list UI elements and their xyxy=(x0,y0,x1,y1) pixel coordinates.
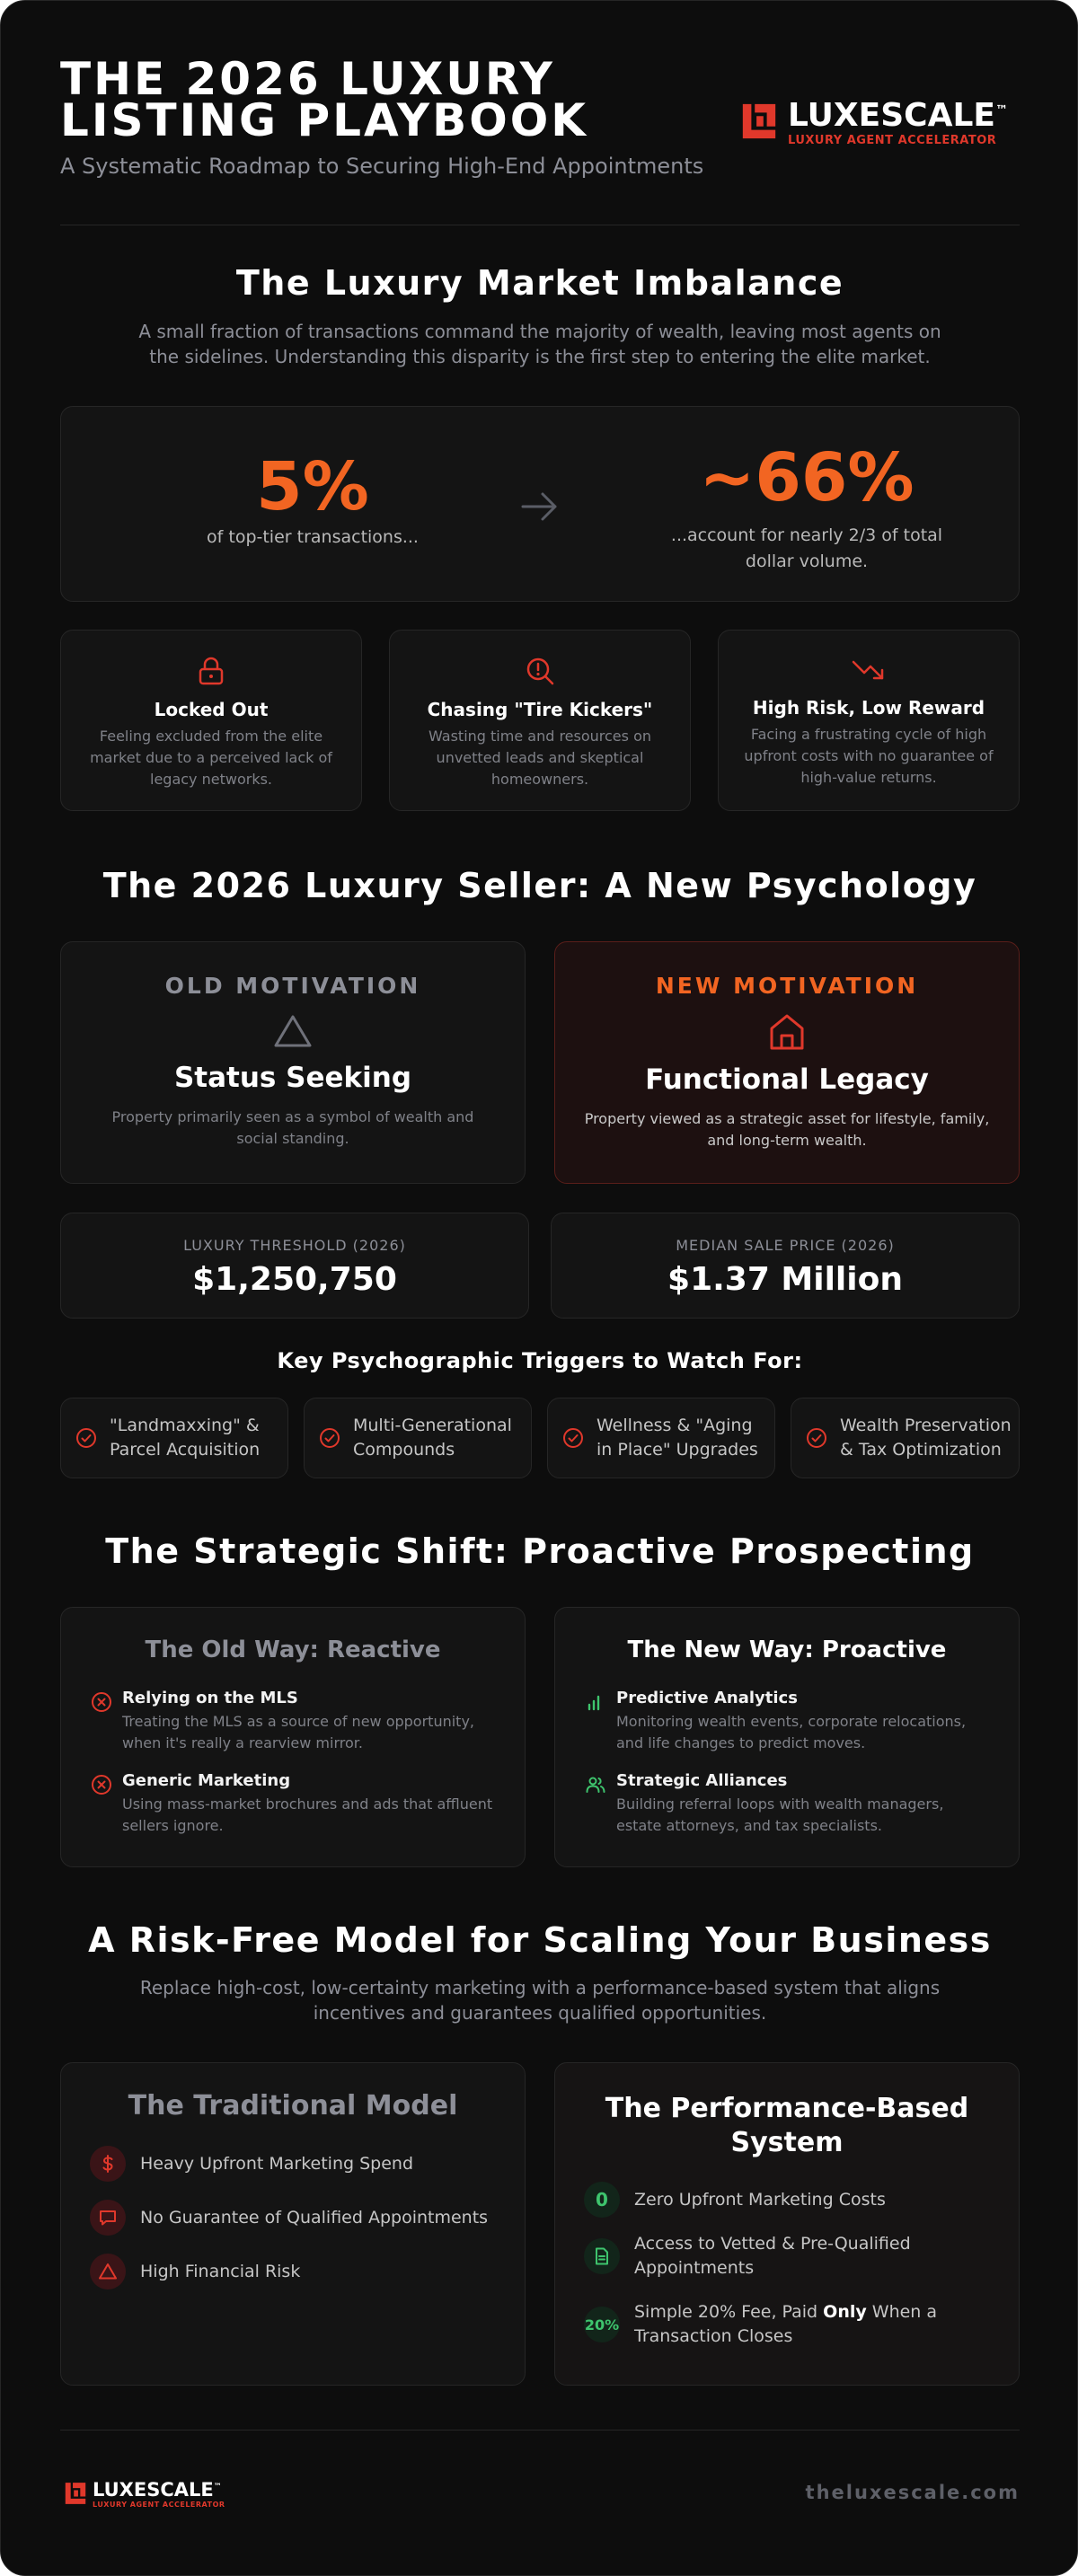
old-way-item xyxy=(90,1689,503,1754)
problem-desc xyxy=(390,726,690,790)
problem-desc-line: Wasting time and resources on xyxy=(428,728,651,745)
luxescale-logo-icon xyxy=(739,101,779,141)
footer-logo-name-text: LUXESCALE xyxy=(93,2479,214,2501)
trigger-line: in Place" Upgrades xyxy=(596,1440,758,1460)
imbalance-heading: The Luxury Market Imbalance xyxy=(235,263,844,303)
page-title-line1: THE 2026 LUXURY xyxy=(60,53,555,105)
desc-line: Using mass-market brochures and ads that affluent xyxy=(122,1795,493,1813)
new-way-item-title: Strategic Alliances xyxy=(616,1771,788,1790)
traditional-item-text: No Guarantee of Qualified Appointments xyxy=(140,2207,489,2228)
desc-line: Treating the MLS as a source of new opportunity, xyxy=(122,1713,474,1730)
traditional-model-title: The Traditional Model xyxy=(128,2090,458,2122)
message-icon xyxy=(90,2200,126,2236)
zero-badge xyxy=(584,2182,620,2218)
model-lead xyxy=(127,1975,953,2025)
median-price-label: MEDIAN SALE PRICE (2026) xyxy=(676,1237,895,1254)
stat-right-label-line1: ...account for nearly 2/3 of total xyxy=(670,525,943,545)
footer-logo-tagline: LUXURY AGENT ACCELERATOR xyxy=(93,2501,225,2509)
old-motivation-card xyxy=(60,941,526,1184)
desc-line: sellers ignore. xyxy=(122,1817,224,1834)
performance-item xyxy=(584,2182,886,2218)
stat-right-value: ~66% xyxy=(699,439,915,516)
new-way-card xyxy=(554,1607,1020,1867)
page-title xyxy=(60,53,689,146)
x-circle-icon xyxy=(90,1774,113,1795)
problem-desc-line: high-value returns. xyxy=(800,769,937,786)
problem-desc-line: legacy networks. xyxy=(150,771,272,788)
trigger-card xyxy=(304,1398,532,1478)
zero-badge-text: 0 xyxy=(596,2189,608,2210)
new-motivation-title: Functional Legacy xyxy=(645,1063,929,1096)
old-way-title: The Old Way: Reactive xyxy=(145,1636,441,1663)
problem-desc-line: upfront costs with no guarantee of xyxy=(744,747,994,764)
page-subtitle: A Systematic Roadmap to Securing High-End Appointments xyxy=(60,154,704,179)
title-line: System xyxy=(730,2127,844,2158)
fee-badge-text: 20% xyxy=(584,2316,620,2333)
old-way-card xyxy=(60,1607,526,1867)
trigger-text xyxy=(596,1414,758,1462)
psychology-heading: The 2026 Luxury Seller: A New Psychology xyxy=(102,866,977,905)
old-way-item-body xyxy=(122,1689,474,1754)
problem-desc-line: market due to a perceived lack of xyxy=(90,749,332,766)
document-icon xyxy=(584,2238,620,2274)
problem-card-locked-out xyxy=(60,630,362,811)
traditional-item xyxy=(90,2146,413,2182)
footer-logo-text xyxy=(93,2478,225,2509)
check-circle-icon xyxy=(75,1427,97,1449)
check-circle-icon xyxy=(806,1427,827,1449)
footer-logo-name xyxy=(93,2478,225,2500)
trigger-text xyxy=(840,1414,1012,1462)
new-way-item-desc xyxy=(616,1711,966,1754)
item-line: Access to Vetted & Pre-Qualified xyxy=(634,2234,911,2254)
triangle-icon xyxy=(272,1013,314,1049)
old-way-item xyxy=(90,1771,503,1837)
desc-line: and long-term wealth. xyxy=(707,1132,867,1149)
new-motivation-card xyxy=(554,941,1020,1184)
performance-item xyxy=(584,2232,911,2280)
footer-logo-tm: ™ xyxy=(213,2483,222,2492)
item-line: Transaction Closes xyxy=(634,2326,793,2346)
old-motivation-desc xyxy=(61,1107,525,1150)
problem-card-high-risk xyxy=(718,630,1020,811)
performance-model-title xyxy=(555,2092,1019,2160)
median-price-card xyxy=(551,1213,1020,1319)
stat-left xyxy=(196,448,429,547)
luxescale-logo-icon xyxy=(64,2481,87,2506)
desc-line: Property viewed as a strategic asset for lifestyle, family, xyxy=(584,1110,990,1127)
model-heading: A Risk-Free Model for Scaling Your Business xyxy=(88,1920,992,1960)
traditional-model-card xyxy=(60,2062,526,2386)
performance-item-text xyxy=(634,2232,911,2280)
item-line: Appointments xyxy=(634,2258,755,2278)
model-lead-line: incentives and guarantees qualified opportunities. xyxy=(313,2002,767,2024)
fee-badge xyxy=(584,2307,620,2342)
performance-item xyxy=(584,2300,937,2349)
footer-logo[interactable] xyxy=(64,2478,225,2509)
trigger-line: Multi-Generational xyxy=(353,1416,512,1435)
trigger-line: & Tax Optimization xyxy=(840,1440,1002,1460)
performance-model-card xyxy=(554,2062,1020,2386)
stat-left-value: 5% xyxy=(256,448,369,525)
problem-desc-line: Facing a frustrating cycle of high xyxy=(750,726,987,743)
new-way-item-body xyxy=(616,1771,943,1837)
desc-line: social standing. xyxy=(236,1130,349,1147)
search-alert-icon xyxy=(525,656,555,686)
new-way-item-title: Predictive Analytics xyxy=(616,1689,798,1707)
header-logo[interactable] xyxy=(739,94,1008,147)
logo-tm: ™ xyxy=(994,103,1008,118)
model-lead-line: Replace high-cost, low-certainty marketing with a performance-based system that aligns xyxy=(139,1977,941,1998)
trigger-line: Parcel Acquisition xyxy=(110,1440,261,1460)
warning-triangle-icon xyxy=(90,2254,126,2289)
trigger-card xyxy=(791,1398,1020,1478)
check-circle-icon xyxy=(562,1427,584,1449)
trigger-line: Wellness & "Aging xyxy=(596,1416,753,1435)
check-circle-icon xyxy=(319,1427,340,1449)
problem-card-tire-kickers xyxy=(389,630,691,811)
stat-right-label-line2: dollar volume. xyxy=(745,551,869,571)
triggers-heading: Key Psychographic Triggers to Watch For: xyxy=(277,1348,803,1373)
bar-chart-icon xyxy=(584,1691,607,1713)
new-way-item xyxy=(584,1771,997,1837)
title-line: The Performance-Based xyxy=(605,2093,969,2124)
luxury-threshold-value: $1,250,750 xyxy=(192,1261,397,1298)
old-motivation-kicker: OLD MOTIVATION xyxy=(164,973,421,999)
old-way-item-desc xyxy=(122,1794,492,1837)
trigger-card xyxy=(547,1398,775,1478)
median-price-value: $1.37 Million xyxy=(667,1261,903,1298)
fee-text-bold: Only xyxy=(823,2302,867,2322)
traditional-item-text: High Financial Risk xyxy=(140,2261,301,2281)
old-way-item-desc xyxy=(122,1711,474,1754)
new-way-title: The New Way: Proactive xyxy=(627,1636,947,1663)
problem-title: Chasing "Tire Kickers" xyxy=(427,699,653,720)
performance-item-text: Zero Upfront Marketing Costs xyxy=(634,2189,886,2210)
traditional-item xyxy=(90,2200,488,2236)
old-way-item-title: Relying on the MLS xyxy=(122,1689,298,1707)
trigger-text xyxy=(110,1414,260,1462)
traditional-item xyxy=(90,2254,300,2289)
stat-right xyxy=(636,439,977,571)
logo-name-text: LUXESCALE xyxy=(788,97,995,134)
desc-line: when it's really a rearview mirror. xyxy=(122,1734,363,1751)
trigger-text xyxy=(353,1414,512,1462)
problem-title: High Risk, Low Reward xyxy=(752,697,985,719)
logo-name xyxy=(788,94,1008,132)
stat-left-label: of top-tier transactions... xyxy=(207,527,419,547)
new-motivation-desc xyxy=(555,1108,1019,1151)
desc-line: Building referral loops with wealth managers, xyxy=(616,1795,944,1813)
trigger-line: Wealth Preservation xyxy=(840,1416,1012,1435)
problem-desc xyxy=(61,726,361,790)
desc-line: Monitoring wealth events, corporate relocations, xyxy=(616,1713,967,1730)
page-title-line2: LISTING PLAYBOOK xyxy=(60,94,588,146)
logo-tagline: LUXURY AGENT ACCELERATOR xyxy=(788,134,997,147)
desc-line: estate attorneys, and tax specialists. xyxy=(616,1817,882,1834)
problem-desc-line: homeowners. xyxy=(490,771,589,788)
problem-title: Locked Out xyxy=(154,699,269,720)
trending-down-icon xyxy=(851,656,887,684)
arrow-right-icon xyxy=(519,486,561,527)
trigger-line: "Landmaxxing" & xyxy=(110,1416,260,1435)
luxury-threshold-card xyxy=(60,1213,529,1319)
fee-text-post: When a xyxy=(866,2302,938,2322)
trigger-line: Compounds xyxy=(353,1440,455,1460)
new-way-item-body xyxy=(616,1689,966,1754)
logo-text xyxy=(788,94,1008,147)
fee-text-pre: Simple 20% Fee, Paid xyxy=(634,2302,824,2322)
problem-desc xyxy=(719,724,1019,789)
footer-website[interactable]: theluxescale.com xyxy=(805,2482,1020,2503)
performance-item-text xyxy=(634,2300,937,2349)
new-way-item xyxy=(584,1689,997,1754)
home-icon xyxy=(767,1011,807,1053)
item-line xyxy=(634,2300,937,2325)
old-motivation-title: Status Seeking xyxy=(173,1062,412,1094)
shift-heading: The Strategic Shift: Proactive Prospecting xyxy=(105,1531,975,1571)
old-way-item-body xyxy=(122,1771,492,1837)
new-way-item-desc xyxy=(616,1794,943,1837)
stat-card xyxy=(60,406,1020,602)
luxury-threshold-label: LUXURY THRESHOLD (2026) xyxy=(183,1237,406,1254)
trigger-card xyxy=(60,1398,288,1478)
dollar-icon xyxy=(90,2146,126,2182)
lock-icon xyxy=(197,656,225,686)
old-way-item-title: Generic Marketing xyxy=(122,1771,291,1790)
desc-line: and life changes to predict moves. xyxy=(616,1734,866,1751)
new-motivation-kicker: NEW MOTIVATION xyxy=(655,973,919,999)
problem-desc-line: unvetted leads and skeptical xyxy=(436,749,644,766)
problem-desc-line: Feeling excluded from the elite xyxy=(99,728,323,745)
users-icon xyxy=(584,1774,607,1795)
desc-line: Property primarily seen as a symbol of wealth and xyxy=(111,1108,474,1125)
traditional-item-text: Heavy Upfront Marketing Spend xyxy=(140,2153,413,2174)
imbalance-lead: A small fraction of transactions command the majority of wealth, leaving most agents on the sidelines. Understanding this disparity is the first step to entering the elite market. xyxy=(138,321,941,367)
x-circle-icon xyxy=(90,1691,113,1713)
